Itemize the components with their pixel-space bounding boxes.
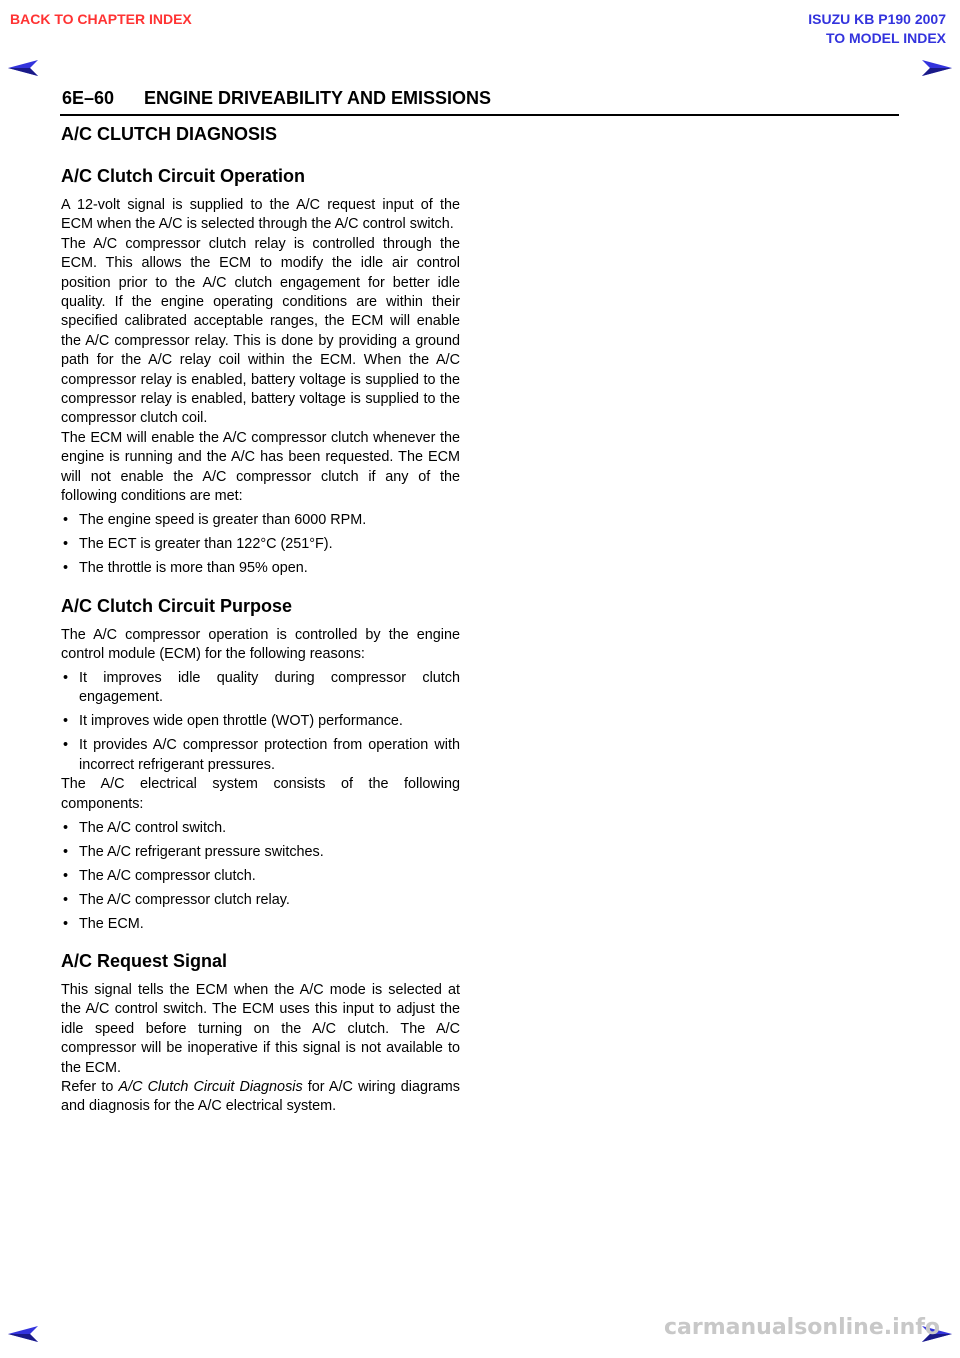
list-item: • The A/C compressor clutch. xyxy=(63,867,256,884)
operation-conditions-list xyxy=(61,511,460,578)
section-title: ENGINE DRIVEABILITY AND EMISSIONS xyxy=(144,88,492,108)
operation-paragraph-1: A 12-volt signal is supplied to the A/C request input of the ECM when the A/C is selected through the A/C control switch. xyxy=(61,197,460,233)
purpose-paragraph-1: The A/C compressor operation is controlled by the engine control module (ECM) for the following reasons: xyxy=(61,626,460,662)
manual-title-link[interactable]: ISUZU KB P190 2007 xyxy=(808,11,946,27)
list-item: • The ECM. xyxy=(63,915,144,932)
request-paragraph-1: This signal tells the ECM when the A/C mode is selected at the A/C control switch. The ECM uses this input to adjust the idle speed before turning on the A/C clutch. The A/C compressor will be inoperative if this signal is not available to the ECM. xyxy=(61,981,460,1076)
page-number: 6E–60 xyxy=(62,88,115,108)
back-to-chapter-index-link[interactable]: BACK TO CHAPTER INDEX xyxy=(10,11,192,27)
list-item: • The A/C control switch. xyxy=(63,819,227,836)
next-page-right-arrow-icon[interactable] xyxy=(922,60,952,76)
list-item: • It improves idle quality during compressor clutch engagement. xyxy=(63,669,460,706)
list-item: • The A/C refrigerant pressure switches. xyxy=(63,843,324,860)
list-item: • The engine speed is greater than 6000 RPM. xyxy=(63,512,367,529)
to-model-index-link[interactable]: TO MODEL INDEX xyxy=(825,30,946,46)
main-heading: A/C CLUTCH DIAGNOSIS xyxy=(61,124,277,144)
circuit-diagnosis-reference: A/C Clutch Circuit Diagnosis xyxy=(118,1078,303,1095)
purpose-heading: A/C Clutch Circuit Purpose xyxy=(61,595,293,616)
operation-heading: A/C Clutch Circuit Operation xyxy=(61,166,306,186)
operation-paragraph-3: The ECM will enable the A/C compressor clutch whenever the engine is running and the A/C has been requested. The ECM will not enable the A/C compressor clutch if any of the following conditions are met: xyxy=(61,429,460,505)
components-list xyxy=(61,819,460,934)
list-item: • The ECT is greater than 122°C (251°F). xyxy=(63,536,333,553)
watermark: carmanualsonline.info xyxy=(664,1315,940,1340)
prev-page-left-arrow-icon[interactable] xyxy=(8,60,38,76)
header-divider xyxy=(60,114,899,116)
purpose-paragraph-2: The A/C electrical system consists of the following components: xyxy=(61,776,460,812)
list-item: • The A/C compressor clutch relay. xyxy=(63,891,290,908)
request-refer-paragraph: Refer to A/C Clutch Circuit Diagnosis for A/C wiring diagrams and diagnosis for the A/C electrical system. xyxy=(61,1078,460,1115)
list-item: • It provides A/C compressor protection from operation with incorrect refrigerant pressures. xyxy=(63,737,460,773)
request-heading: A/C Request Signal xyxy=(61,950,228,971)
list-item: • It improves wide open throttle (WOT) performance. xyxy=(63,713,403,730)
content-column xyxy=(61,123,460,1117)
list-item: • The throttle is more than 95% open. xyxy=(63,560,308,577)
prev-page-bottom-left-arrow-icon[interactable] xyxy=(8,1326,38,1342)
purpose-reasons-list xyxy=(61,669,460,775)
operation-paragraph-2: The A/C compressor clutch relay is controlled through the ECM. This allows the ECM to modify the idle air control position prior to the A/C clutch engagement for better idle quality. If the engine operating conditions are within their specified calibrated acceptable ranges, the ECM will enable the A/C compressor relay. This is done by providing a ground path for the A/C relay coil within the ECM. When the A/C compressor relay is enabled, battery voltage is supplied to the compressor relay is enabled, battery voltage is supplied to the compressor clutch coil. xyxy=(61,235,460,427)
